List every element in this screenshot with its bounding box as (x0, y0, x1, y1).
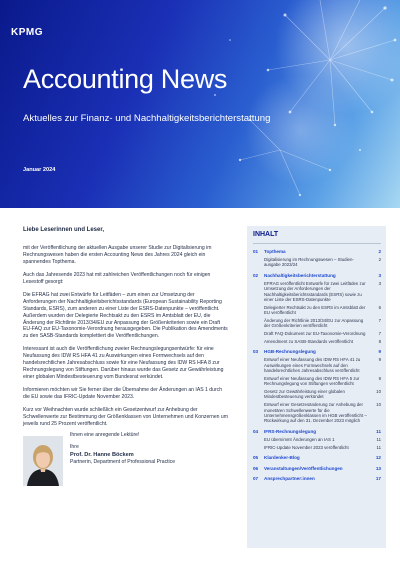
toc-item-link[interactable] (253, 445, 381, 450)
toc-title: EFRAG veröffentlicht Entwürfe für zwei Leitfäden zur Umsetzung der Anforderungen der Nachhaltigkeitsberichtsstandards (ESRS) sowie zu einer Liste der ESRS-Datenpunkte (264, 280, 366, 302)
toc-number (253, 357, 264, 373)
toc-page-number: 8 (378, 338, 381, 344)
toc-title: Entwurf einer Neufassung des IDW RS HFA 5 zur Rechnungslegung von Stiftungen veröffentlicht (264, 375, 360, 387)
toc-page-number: 3 (378, 272, 381, 278)
toc-title: IFRIC-Update November 2023 veröffentlicht (264, 444, 349, 450)
toc-number: 06 (253, 465, 259, 471)
toc-item-link[interactable] (253, 318, 381, 329)
toc-number (253, 257, 264, 268)
toc-title: Gesetz zur Gewährleistung einer globalen Mindestbesteuerung verkündet (264, 389, 345, 400)
signature-block (23, 432, 228, 498)
toc-title: Veranstaltungen/Veröffentlichungen (264, 465, 343, 471)
toc-page-number: 9 (378, 357, 381, 363)
issue-date: Januar 2024 (23, 167, 56, 173)
toc-page-number: 10 (376, 402, 381, 408)
signature-text (70, 432, 228, 466)
toc-list (253, 249, 381, 482)
toc-title: Nachhaltigkeitsberichterstattung (264, 272, 336, 278)
toc-title: Ansprechpartner:innen (264, 476, 315, 482)
toc-item-link[interactable] (253, 389, 381, 400)
toc-title: Klardenker-Blog (264, 454, 300, 460)
letter-paragraph: mit der Veröffentlichung der aktuellen Ausgabe unserer Studie zur Digitalisierung im Rechnungswesen haben die ersten Accounting News des Jahres 2024 gleich ein spannendes Topthema. (23, 244, 212, 265)
toc-number (253, 318, 264, 329)
toc-page-number: 9 (378, 375, 381, 381)
letter-paragraph: Kurz vor Weihnachten wurde schließlich ein Gesetzentwurf zur Anhebung der Schwellenwerte zur Bestimmung der Größenklassen von Unternehmen und Konzernen um jeweils rund 25 Prozent veröffentlicht. (23, 407, 228, 427)
newsletter-title: Accounting News (23, 64, 228, 94)
toc-page-number: 17 (375, 476, 381, 482)
toc-title: HGB-Rechnungslegung (264, 349, 316, 355)
toc-number: 03 (253, 349, 259, 355)
toc-page-number: 6 (378, 304, 381, 310)
header-banner (0, 0, 400, 208)
toc-title: Entwurf einer Gesetzesänderung zur Anhebung der monetären Schwellenwerte für die Unternehmensgrößenklassen im HGB veröffentlicht – Rückwirkung auf den 31. Dezember 2023 möglich (264, 402, 367, 424)
table-of-contents (247, 226, 386, 548)
toc-heading: INHALT (253, 231, 279, 238)
letter-greeting: Liebe Leserinnen und Leser, (23, 227, 105, 233)
toc-title: Digitalisierung im Rechnungswesen – Studienausgabe 2023/24 (264, 257, 354, 268)
signer-title: Partnerin, Department of Professional Practice (70, 458, 176, 465)
toc-page-number: 2 (378, 257, 381, 263)
toc-title: IFRS-Rechnungslegung (264, 428, 317, 434)
toc-page-number: 12 (375, 454, 381, 460)
toc-number (253, 376, 264, 387)
toc-page-number: 3 (378, 280, 381, 286)
toc-title: Draft FAQ-Dokument zur EU-Taxonomie-Verordnung (264, 331, 366, 337)
toc-page-number: 7 (378, 317, 381, 323)
toc-number (253, 389, 264, 400)
toc-divider (253, 243, 381, 244)
toc-title: Entwurf einer Neufassung des IDW RS HFA 41 zu Auswirkungen eines Formwechsels auf den handelsrechtlichen Jahresabschluss veröffentlicht (264, 357, 361, 374)
toc-page-number: 11 (376, 428, 381, 434)
closing: Ihre (70, 443, 79, 450)
toc-number (253, 339, 264, 344)
toc-item-link[interactable] (253, 402, 381, 423)
letter-paragraph: Informieren möchten wir Sie ferner über die Übernahme der Änderungen an IAS 1 durch die EU sowie das IFRIC-Update November 2023. (23, 387, 223, 401)
toc-item-link[interactable] (253, 357, 381, 373)
toc-section-link[interactable] (253, 466, 381, 472)
editorial-letter (23, 227, 228, 498)
toc-number (253, 445, 264, 450)
toc-item-link[interactable] (253, 339, 381, 344)
toc-number: 02 (253, 272, 259, 278)
toc-page-number: 2 (378, 249, 381, 254)
toc-title: EU übernimmt Änderungen an IAS 1 (264, 436, 335, 442)
toc-page-number: 9 (378, 349, 381, 355)
toc-page-number: 7 (378, 331, 381, 337)
author-portrait (23, 436, 63, 486)
toc-title: Änderung der Richtlinie 2013/34/EU zur Anpassung der Größenkriterien veröffentlicht (264, 317, 364, 329)
toc-page-number: 11 (376, 444, 381, 450)
toc-item-link[interactable] (253, 331, 381, 336)
toc-title: Topthema (264, 249, 286, 254)
toc-section-link[interactable] (253, 476, 381, 482)
toc-title: Delegierter Rechtsakt zu den ESRS im Amtsblatt der EU veröffentlicht (264, 304, 366, 316)
toc-number (253, 305, 264, 316)
toc-number (253, 437, 264, 442)
toc-item-link[interactable] (253, 437, 381, 442)
toc-page-number: 13 (375, 465, 381, 471)
toc-number: 07 (253, 476, 259, 482)
dandelion-background-graphic (0, 0, 400, 208)
toc-title: Amendment zu SASB-Standards veröffentlicht (264, 338, 354, 344)
toc-section-link[interactable] (253, 349, 381, 355)
toc-section-link[interactable] (253, 273, 381, 279)
toc-item-link[interactable] (253, 305, 381, 316)
signer-name: Prof. Dr. Hanne Böckem (70, 451, 134, 458)
toc-page-number: 10 (376, 389, 381, 395)
toc-number (253, 281, 264, 302)
toc-item-link[interactable] (253, 376, 381, 387)
letter-paragraph: Interessant ist auch die Veröffentlichung zweier Rechnungslegungsentwürfe: für eine Neufassung des IDW RS HFA 41 zu Auswirkungen eines Formwechsels auf den handelsrechtlichen Jahresabschluss sowie für eine Neufassung des IDW RS HFA 8 zur Rechnungslegung von Stiftungen. Darüber hinaus wurde das Gesetz zur Gewährleistung einer globalen Mindestbesteuerung vom Bundesrat verkündet. (23, 346, 224, 381)
closing-wish: Ihnen eine anregende Lektüre! (70, 431, 140, 438)
toc-section-link[interactable] (253, 249, 381, 255)
toc-number: 05 (253, 454, 259, 460)
kpmg-logo: KPMG (11, 27, 43, 38)
toc-item-link[interactable] (253, 257, 381, 268)
letter-paragraph: Auch das Jahresende 2023 hat mit zahlreichen Veröffentlichungen noch für einigen Lesestoff gesorgt: (23, 271, 211, 285)
toc-section-link[interactable] (253, 455, 381, 461)
toc-number: 04 (253, 428, 259, 434)
newsletter-subtitle: Aktuelles zur Finanz- und Nachhaltigkeitsberichterstattung (23, 113, 271, 124)
toc-section-link[interactable] (253, 429, 381, 435)
toc-item-link[interactable] (253, 281, 381, 302)
letter-paragraph: Die EFRAG hat zwei Entwürfe für Leitfäden – zum einen zur Umsetzung der Anforderungen der Nachhaltigkeitsberichtsstandards (European Sustainability Reporting Standards, ESRS), zum anderen zu einer Liste der ESRS-Datenpunkte – veröffentlicht. Außerdem wurden der Delegierte Rechtsakt zu den ESRS im Amtsblatt der EU, die Änderung der Richtlinie 2013/34/EU zur Anpassung der Größenkriterien sowie ein Draft EU-FAQ zur EU-Taxonomie-Verordnung herausgegeben. Die Publikation des Amendments zu den SASB-Standards komplettiert die Veröffentlichungen. (23, 291, 228, 340)
toc-number (253, 402, 264, 423)
toc-number (253, 331, 264, 336)
toc-number: 01 (253, 249, 259, 254)
toc-page-number: 11 (376, 436, 381, 442)
